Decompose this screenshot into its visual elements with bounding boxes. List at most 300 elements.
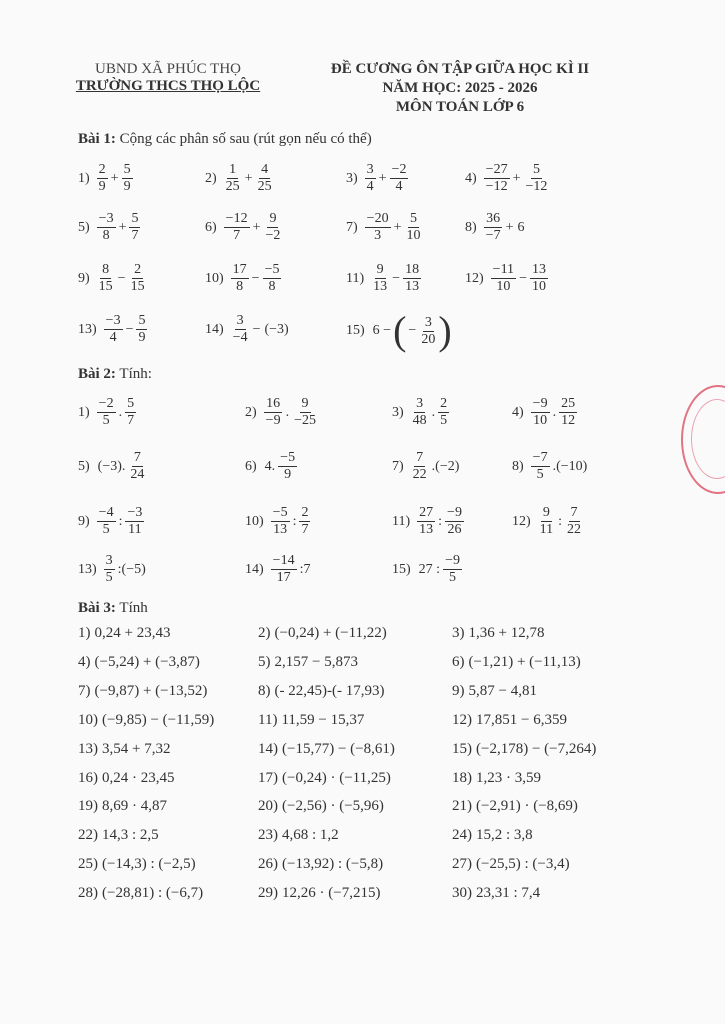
exercise-number: 11)	[346, 270, 365, 286]
fraction	[443, 553, 462, 586]
exercise-number: 15)	[452, 741, 472, 757]
denominator: 13	[419, 522, 434, 537]
school-header	[58, 61, 278, 95]
fraction	[559, 396, 577, 429]
exercise-item	[512, 450, 589, 483]
exercise-number: 14)	[205, 321, 224, 337]
operator: +	[393, 219, 402, 235]
exercise-item	[78, 654, 200, 671]
numerator: 9	[301, 396, 309, 411]
numerator: 3	[416, 396, 424, 411]
denominator: 10	[406, 228, 421, 243]
school-name: TRƯỜNG THCS THỌ LỘC	[75, 78, 261, 94]
exercise-number: 1)	[78, 625, 91, 641]
fraction	[484, 162, 510, 195]
fraction	[371, 262, 389, 295]
numerator: −2	[98, 396, 114, 411]
exercise-item	[452, 856, 570, 873]
exercise-item	[465, 162, 550, 195]
exercise-number: 8)	[465, 219, 477, 235]
exercise-number: 13)	[78, 321, 97, 337]
exercise-item	[205, 211, 283, 244]
numerator: 3	[366, 162, 374, 177]
exercise-item	[346, 211, 423, 244]
operator: −	[125, 321, 134, 337]
operator: +	[505, 219, 514, 235]
numerator: −5	[264, 262, 280, 277]
denominator: 3	[374, 228, 382, 243]
close-paren: )	[438, 308, 452, 353]
fraction	[136, 313, 147, 346]
numerator: −27	[485, 162, 508, 177]
exercise-number: 6)	[245, 458, 257, 474]
denominator: 25	[257, 179, 272, 194]
operator: −	[117, 270, 126, 286]
fraction	[531, 450, 550, 483]
exercise-item	[78, 450, 147, 483]
exercise-number: 21)	[452, 798, 472, 814]
expression: (−28,81) : (−6,7)	[102, 885, 204, 901]
exercise-item	[78, 683, 207, 700]
exercise-item	[512, 505, 584, 538]
exercise-number: 15)	[346, 323, 365, 338]
fraction	[299, 505, 310, 538]
denominator: 5	[536, 467, 544, 482]
exercise-number: 7)	[392, 458, 404, 474]
expression: 8,69 · 4,87	[102, 798, 167, 814]
denominator: 13	[373, 279, 388, 294]
expression: 11,59 − 15,37	[281, 712, 365, 728]
exercise-number: 24)	[452, 827, 472, 843]
fraction	[411, 396, 429, 429]
exercise-item	[78, 827, 159, 844]
school-stamp	[681, 385, 725, 494]
exercise-number: 20)	[258, 798, 278, 814]
numerator: −7	[532, 450, 548, 465]
exercise-item	[258, 625, 387, 642]
expression: 15,2 : 3,8	[476, 827, 533, 843]
exercise-item	[452, 741, 596, 758]
expression-tail: .(−10)	[552, 458, 588, 474]
exercise-item	[78, 262, 148, 295]
fraction	[97, 505, 116, 538]
numerator: 17	[232, 262, 247, 277]
denominator: 10	[531, 279, 546, 294]
expression-prefix: 27 :	[418, 561, 441, 577]
fraction	[404, 211, 422, 244]
exercise-item	[465, 211, 526, 244]
exercise-number: 5)	[78, 458, 90, 474]
fraction	[491, 262, 516, 295]
numerator: −3	[105, 313, 121, 328]
exercise-item	[78, 856, 196, 873]
expression-tail: :(−5)	[117, 561, 146, 577]
expression-tail: :7	[299, 561, 311, 577]
operator: .	[118, 404, 123, 420]
numerator: 13	[531, 262, 546, 277]
fraction	[411, 450, 429, 483]
expression: 5,87 − 4,81	[468, 683, 537, 699]
expression-tail: 6	[517, 219, 525, 235]
numerator: 3	[424, 314, 432, 330]
denominator: 13	[405, 279, 420, 294]
denominator: 9	[284, 467, 292, 482]
operator: :	[292, 513, 297, 529]
fraction	[403, 262, 421, 295]
exercise-item	[452, 683, 537, 700]
fraction	[417, 505, 435, 538]
numerator: 7	[416, 450, 424, 465]
operator: +	[252, 219, 261, 235]
expression: 14,3 : 2,5	[102, 827, 159, 843]
exercise-number: 11)	[258, 712, 278, 728]
subject: MÔN TOÁN LỚP 6	[395, 99, 525, 115]
exercise-item	[452, 654, 581, 671]
numerator: 5	[409, 211, 417, 226]
expression: (−1,21) + (−11,13)	[468, 654, 581, 670]
denominator: 7	[301, 522, 309, 537]
exercise-number: 11)	[392, 513, 411, 529]
numerator: 9	[269, 211, 277, 226]
exercise-item	[78, 770, 175, 787]
denominator: 9	[138, 330, 146, 345]
expression: (−13,92) : (−5,8)	[282, 856, 384, 872]
denominator: 11	[539, 522, 554, 537]
expression: 1,23 · 3,59	[476, 770, 541, 786]
denominator: 5	[105, 570, 113, 585]
denominator: −4	[232, 330, 248, 345]
exercise-number: 2)	[258, 625, 271, 641]
denominator: 10	[496, 279, 511, 294]
expression: 3,54 + 7,32	[102, 741, 171, 757]
numerator: 8	[102, 262, 110, 277]
numerator: −20	[366, 211, 389, 226]
numerator: 5	[131, 211, 139, 226]
exercise-number: 10)	[78, 712, 98, 728]
operator: :	[438, 513, 443, 529]
exercise-item	[392, 553, 463, 586]
denominator: 15	[98, 279, 113, 294]
minus-sign: −	[408, 323, 417, 338]
exercise-item	[78, 741, 170, 758]
fraction	[97, 211, 116, 244]
exercise-number: 19)	[78, 798, 98, 814]
exercise-item	[392, 450, 461, 483]
exercise-item	[245, 505, 311, 538]
operator: +	[110, 170, 119, 186]
numerator: 3	[105, 553, 113, 568]
bai1-label: Bài 1:	[78, 131, 116, 147]
expression: (−15,77) − (−8,61)	[282, 741, 395, 757]
exercise-item	[346, 308, 452, 353]
numerator: 5	[532, 162, 540, 177]
fraction	[390, 162, 409, 195]
exercise-number: 27)	[452, 856, 472, 872]
numerator: −3	[127, 505, 143, 520]
exercise-item	[205, 262, 282, 295]
numerator: −9	[445, 553, 460, 568]
expression-prefix: 6 −	[372, 323, 392, 338]
exercise-item	[346, 162, 409, 195]
expression-tail: (−3)	[264, 321, 289, 337]
exercise-number: 9)	[452, 683, 465, 699]
exercise-number: 4)	[512, 404, 524, 420]
fraction	[445, 505, 464, 538]
expression: (−2,56) · (−5,96)	[282, 798, 384, 814]
exercise-number: 22)	[78, 827, 98, 843]
fraction	[419, 315, 437, 348]
exercise-item	[465, 262, 549, 295]
denominator: −9	[265, 413, 281, 428]
exercise-number: 6)	[205, 219, 217, 235]
exercise-item	[78, 553, 148, 586]
bai3-label: Bài 3:	[78, 600, 116, 616]
exercise-number: 7)	[78, 683, 91, 699]
numerator: −2	[391, 162, 407, 177]
denominator: 9	[123, 179, 131, 194]
numerator: 2	[440, 396, 448, 411]
operator: +	[512, 170, 521, 186]
exercise-item	[512, 396, 578, 429]
school-year: NĂM HỌC: 2025 - 2026	[382, 80, 538, 96]
numerator: −14	[272, 553, 295, 568]
exercise-item	[258, 712, 364, 729]
operator: .	[552, 404, 557, 420]
fraction	[292, 396, 318, 429]
denominator: −12	[525, 179, 548, 194]
denominator: 22	[567, 522, 582, 537]
fraction	[104, 553, 115, 586]
expression: (−0,24) · (−11,25)	[282, 770, 391, 786]
operator: .	[431, 404, 436, 420]
numerator: 5	[138, 313, 146, 328]
denominator: −7	[485, 228, 501, 243]
exercise-item	[78, 162, 134, 195]
numerator: 9	[376, 262, 384, 277]
exercise-number: 16)	[78, 770, 98, 786]
numerator: 16	[266, 396, 281, 411]
numerator: 2	[301, 505, 309, 520]
exercise-item	[258, 741, 395, 758]
exercise-number: 6)	[452, 654, 465, 670]
title-line: ĐỀ CƯƠNG ÔN TẬP GIỮA HỌC KÌ II	[330, 61, 590, 77]
fraction	[531, 396, 550, 429]
numerator: 1	[229, 162, 237, 177]
exercise-item	[452, 625, 544, 642]
fraction	[484, 211, 503, 244]
numerator: 27	[419, 505, 434, 520]
exercise-number: 30)	[452, 885, 472, 901]
bai2-label: Bài 2:	[78, 366, 116, 382]
fraction	[97, 162, 108, 195]
exercise-item	[452, 770, 541, 787]
fraction	[278, 450, 297, 483]
fraction	[263, 211, 282, 244]
exercise-item	[78, 885, 203, 902]
fraction	[122, 162, 133, 195]
operator: :	[118, 513, 123, 529]
expression: (−2,178) − (−7,264)	[476, 741, 597, 757]
exercise-number: 12)	[465, 270, 484, 286]
bai2-heading	[78, 366, 152, 383]
expression: 17,851 − 6,359	[476, 712, 567, 728]
exercise-item	[78, 798, 167, 815]
expression: (−0,24) + (−11,22)	[274, 625, 387, 641]
numerator: −5	[280, 450, 296, 465]
exercise-number: 2)	[245, 404, 257, 420]
exercise-item	[78, 396, 137, 429]
denominator: 8	[236, 279, 244, 294]
fraction	[365, 162, 376, 195]
fraction	[224, 211, 250, 244]
denominator: 12	[561, 413, 576, 428]
exercise-number: 15)	[392, 561, 411, 577]
exercise-number: 3)	[392, 404, 404, 420]
bai1-text: Cộng các phân số sau (rút gọn nếu có thể)	[119, 131, 372, 147]
exercise-item	[346, 262, 422, 295]
numerator: 2	[134, 262, 142, 277]
exercise-number: 10)	[205, 270, 224, 286]
exercise-item	[258, 856, 383, 873]
exercise-number: 14)	[258, 741, 278, 757]
denominator: 13	[273, 522, 288, 537]
expression: (- 22,45)-(- 17,93)	[274, 683, 385, 699]
expression: 4,68 : 1,2	[282, 827, 339, 843]
denominator: −12	[485, 179, 508, 194]
denominator: 4	[109, 330, 117, 345]
exercise-number: 23)	[258, 827, 278, 843]
fraction	[128, 450, 146, 483]
numerator: 5	[127, 396, 135, 411]
numerator: −3	[98, 211, 114, 226]
exercise-item	[452, 885, 540, 902]
document-title	[300, 60, 620, 117]
fraction	[125, 396, 136, 429]
denominator: 5	[102, 413, 110, 428]
denominator: 7	[131, 228, 139, 243]
fraction	[271, 505, 290, 538]
exercise-number: 26)	[258, 856, 278, 872]
denominator: 8	[102, 228, 110, 243]
numerator: 18	[405, 262, 420, 277]
operator: −	[251, 270, 260, 286]
exercise-item	[78, 625, 170, 642]
bai3-text: Tính	[119, 600, 148, 616]
denominator: −2	[265, 228, 281, 243]
expression: 23,31 : 7,4	[476, 885, 541, 901]
operator: +	[378, 170, 387, 186]
fraction	[97, 262, 115, 295]
expression: (−9,85) − (−11,59)	[102, 712, 215, 728]
exercise-number: 14)	[245, 561, 264, 577]
exercise-item	[452, 712, 567, 729]
operator: +	[244, 170, 253, 186]
denominator: 24	[130, 467, 145, 482]
denominator: 15	[130, 279, 145, 294]
fraction	[97, 396, 116, 429]
exercise-number: 3)	[452, 625, 465, 641]
exercise-number: 1)	[78, 404, 90, 420]
denominator: −25	[294, 413, 316, 428]
operator: −	[392, 270, 401, 286]
exercise-number: 5)	[78, 219, 90, 235]
denominator: 17	[276, 570, 291, 585]
operator: +	[118, 219, 127, 235]
expression: (−25,5) : (−3,4)	[476, 856, 570, 872]
numerator: 5	[123, 162, 131, 177]
fraction	[224, 162, 242, 195]
exercise-number: 3)	[346, 170, 358, 186]
fraction	[530, 262, 548, 295]
denominator: 5	[102, 522, 110, 537]
fraction	[104, 313, 123, 346]
fraction	[129, 262, 147, 295]
denominator: 10	[533, 413, 548, 428]
expression-tail: .(−2)	[431, 458, 460, 474]
exercise-item	[78, 712, 214, 729]
fraction	[271, 553, 297, 586]
denominator: 7	[233, 228, 241, 243]
exercise-item	[245, 450, 298, 483]
numerator: −4	[98, 505, 114, 520]
numerator: 7	[570, 505, 578, 520]
numerator: 2	[98, 162, 106, 177]
exercise-item	[245, 553, 312, 586]
denominator: 20	[421, 331, 436, 347]
exercise-number: 7)	[346, 219, 358, 235]
exercise-number: 13)	[78, 741, 98, 757]
expression: 0,24 · 23,45	[102, 770, 175, 786]
fraction	[263, 262, 282, 295]
fraction	[365, 211, 391, 244]
expression: 12,26 · (−7,215)	[282, 885, 381, 901]
exercise-number: 8)	[258, 683, 271, 699]
exercise-item	[452, 827, 533, 844]
exercise-item	[258, 770, 391, 787]
denominator: 26	[447, 522, 462, 537]
exercise-item	[78, 313, 148, 346]
expression: (−2,91) · (−8,69)	[476, 798, 578, 814]
fraction	[523, 162, 549, 195]
numerator: 4	[261, 162, 269, 177]
exercise-number: 4)	[78, 654, 91, 670]
fraction	[264, 396, 283, 429]
fraction	[438, 396, 449, 429]
fraction	[565, 505, 583, 538]
exercise-number: 28)	[78, 885, 98, 901]
exercise-number: 17)	[258, 770, 278, 786]
exercise-item	[205, 162, 275, 195]
numerator: −9	[447, 505, 462, 520]
fraction	[256, 162, 274, 195]
expression-prefix: 4.	[264, 458, 276, 474]
denominator: 22	[412, 467, 427, 482]
exercise-item	[78, 505, 145, 538]
exercise-item	[392, 396, 450, 429]
exercise-number: 13)	[78, 561, 97, 577]
operator: :	[558, 513, 563, 529]
operator: −	[519, 270, 527, 286]
exercise-item	[258, 683, 384, 700]
exercise-number: 12)	[512, 513, 531, 529]
exercise-item	[78, 211, 141, 244]
exercise-number: 1)	[78, 170, 90, 186]
numerator: −9	[532, 396, 548, 411]
fraction	[129, 211, 140, 244]
exercise-item	[392, 505, 465, 538]
operator: −	[252, 321, 261, 337]
denominator: 5	[440, 413, 448, 428]
